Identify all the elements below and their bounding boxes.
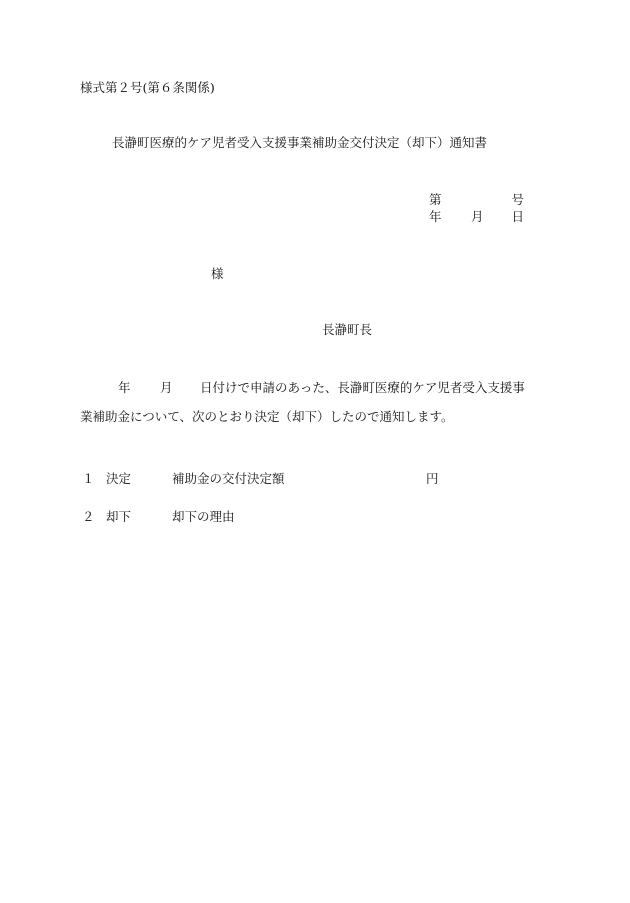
body-year: 年 (118, 380, 131, 395)
reference-number-prefix: 第 (429, 192, 442, 207)
reference-number-suffix: 号 (511, 192, 524, 207)
issue-date-month: 月 (471, 209, 484, 224)
item-heading: 却下 (106, 509, 132, 524)
body-paragraph-line-1 (80, 382, 550, 396)
item-description: 却下の理由 (172, 509, 235, 524)
body-month: 月 (160, 380, 173, 395)
list-item (80, 473, 450, 487)
item-number: １ (82, 471, 95, 486)
addressee-honorific: 様 (211, 266, 224, 281)
body-line1-text: 日付けで申請のあった、長瀞町医療的ケア児者受入支援事 (200, 380, 525, 395)
item-heading: 決定 (106, 471, 132, 486)
item-number: ２ (82, 509, 95, 524)
list-item (80, 511, 450, 525)
item-unit: 円 (426, 471, 439, 486)
body-paragraph-line-2: 業補助金について、次のとおり決定（却下）したので通知します。 (80, 409, 454, 424)
issue-date-line (429, 211, 524, 225)
item-description: 補助金の交付決定額 (172, 471, 285, 486)
issue-date-year: 年 (429, 209, 442, 224)
issue-date-day: 日 (511, 209, 524, 224)
form-number: 様式第２号(第６条関係) (80, 80, 215, 95)
document-title: 長瀞町医療的ケア児者受入支援事業補助金交付決定（却下）通知書 (112, 135, 488, 150)
reference-number-line (429, 194, 524, 208)
sender-name: 長瀞町長 (322, 322, 373, 337)
